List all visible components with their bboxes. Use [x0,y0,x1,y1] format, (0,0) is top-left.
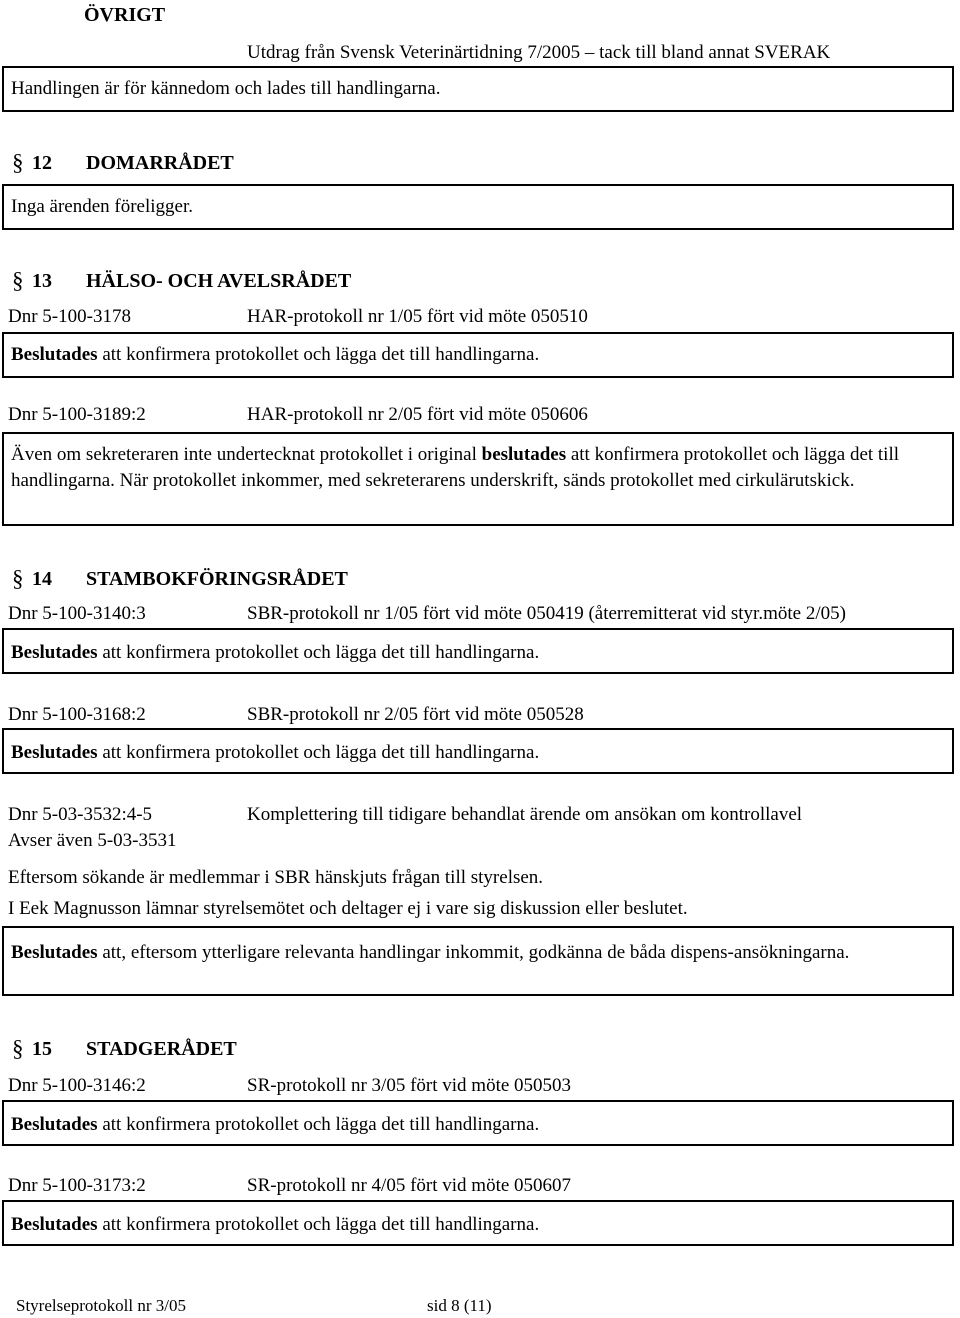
decision-box-ovrigt [2,66,954,112]
section-symbol: § [12,150,24,175]
item-description: Komplettering till tidigare behandlat ärende om ansökan om kontrollavel [247,804,803,825]
decision-keyword: Beslutades [11,344,98,365]
box-text: Handlingen är för kännedom och lades till handlingarna. [11,78,441,99]
decision-box [2,926,954,996]
decision-box [2,1200,954,1246]
decision-rest: att konfirmera protokollet och lägga det till handlingarna. [97,344,540,365]
section-number: 14 [32,568,52,590]
section-title-halso: HÄLSO- OCH AVELSRÅDET [86,270,352,292]
decision-keyword: Beslutades [11,1214,98,1235]
decision-keyword: beslutades [481,444,567,465]
section-title-domarradet: DOMARRÅDET [86,152,234,174]
body-text: Eftersom sökande är medlemmar i SBR hänskjuts frågan till styrelsen. [8,867,544,888]
footer-document: Styrelseprotokoll nr 3/05 [16,1296,186,1315]
item-description: HAR-protokoll nr 1/05 fört vid möte 050510 [247,306,588,327]
decision-paragraph [11,940,851,966]
item-description: SBR-protokoll nr 2/05 fört vid möte 050528 [247,704,584,725]
decision-rest: att konfirmera protokollet och lägga det till handlingarna. [97,742,540,763]
section-title-ovrigt: ÖVRIGT [84,4,166,26]
decision-text [11,344,539,366]
section-symbol: § [12,268,24,293]
section-symbol: § [12,566,24,591]
decision-rest: att, eftersom ytterligare relevanta handlingar inkommit, godkänna de båda dispens-ansökningarna. [97,942,850,963]
decision-paragraph [11,442,941,494]
decision-box [2,728,954,774]
source-note: Utdrag från Svensk Veterinärtidning 7/2005 – tack till bland annat SVERAK [247,42,831,63]
dnr-label: Dnr 5-100-3168:2 [8,704,146,725]
item-description: SR-protokoll nr 3/05 fört vid möte 050503 [247,1075,572,1096]
footer-page-number: sid 8 (11) [427,1296,492,1315]
decision-text [11,1214,539,1236]
section-number: 13 [32,270,52,292]
decision-text [11,742,539,764]
dnr-label: Dnr 5-100-3189:2 [8,404,146,425]
box-text: Inga ärenden föreligger. [11,196,193,217]
decision-rest: att konfirmera protokollet och lägga det till handlingarna. [97,1214,540,1235]
section-number: 15 [32,1038,52,1060]
decision-rest: att konfirmera protokollet och lägga det till handlingarna. [97,642,540,663]
item-description: SR-protokoll nr 4/05 fört vid möte 050607 [247,1175,572,1196]
section-number: 12 [32,152,52,174]
dnr-label: Dnr 5-100-3178 [8,306,131,327]
decision-text [11,1114,539,1136]
decision-keyword: Beslutades [11,942,98,963]
decision-box-s12 [2,184,954,230]
decision-text [11,642,539,664]
decision-keyword: Beslutades [11,642,98,663]
decision-box [2,332,954,378]
decision-box [2,628,954,674]
decision-rest: att konfirmera protokollet och lägga det till handlingarna. [97,1114,540,1135]
decision-pre: Även om sekreteraren inte undertecknat protokollet i original [11,444,482,465]
decision-box [2,1100,954,1146]
dnr-related: Avser även 5-03-3531 [8,830,177,851]
decision-post: att konfirmera protokollet och lägga det till handlingarna. När protokollet inkommer, med sekreterarens underskrift, sänds protokollet med cirkulärutskick. [11,444,900,491]
section-symbol: § [12,1036,24,1061]
item-description: HAR-protokoll nr 2/05 fört vid möte 050606 [247,404,588,425]
body-text: I Eek Magnusson lämnar styrelsemötet och deltager ej i vare sig diskussion eller beslutet. [8,898,688,919]
dnr-label: Dnr 5-100-3173:2 [8,1175,146,1196]
section-title-stadgeradet: STADGERÅDET [86,1038,237,1060]
decision-box [2,432,954,526]
decision-keyword: Beslutades [11,1114,98,1135]
item-description: SBR-protokoll nr 1/05 fört vid möte 050419 (återremitterat vid styr.möte 2/05) [247,603,846,624]
dnr-label: Dnr 5-100-3146:2 [8,1075,146,1096]
section-title-stambok: STAMBOKFÖRINGSRÅDET [86,568,348,590]
dnr-label: Dnr 5-100-3140:3 [8,603,146,624]
dnr-label: Dnr 5-03-3532:4-5 [8,804,153,825]
decision-keyword: Beslutades [11,742,98,763]
